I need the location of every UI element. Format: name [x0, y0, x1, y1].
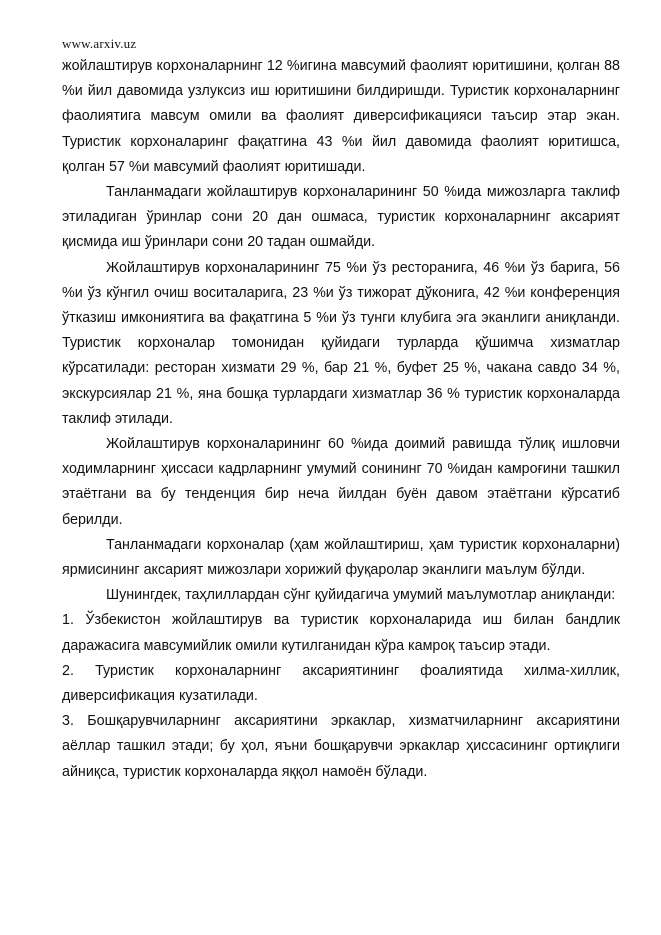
- list-text: Бошқарувчиларнинг аксариятини эркаклар, хизматчиларнинг аксариятини аёллар ташкил этади; бу ҳол, яъни бошқарувчи эркаклар ҳиссасининг ортиқлиги айниқса, туристик корхоналарда яққол намоён бўлади.: [62, 713, 620, 780]
- list-number: 2.: [62, 662, 74, 679]
- list-number: 3.: [62, 713, 74, 730]
- list-item: [62, 659, 620, 709]
- paragraph-capacity: Танланмадаги жойлаштирув корхоналарининг 50 %ида мижозларга таклиф этиладиган ўринлар сони 20 дан ошмаса, туристик корхоналарнинг аксарият қисмида иш ўринлари сони 20 тадан ошмайди.: [62, 184, 620, 251]
- list-item: [62, 608, 620, 658]
- list-item: [62, 709, 620, 785]
- paragraph-staff: Жойлаштирув корхоналарининг 60 %ида доимий равишда тўлиқ ишловчи ходимларнинг ҳиссаси кадрларнинг умумий сонининг 70 %идан камроғини ташкил этаётгани ва бу тенденция бир неча йилдан буён давом этаётгани кўрсатиб берилди.: [62, 436, 620, 528]
- paragraph-clients: Танланмадаги корхоналар (ҳам жойлаштириш, ҳам туристик корхоналарни) ярмисининг аксарият мижозлари хорижий фуқаролар эканлиги маълум бўлди.: [62, 536, 620, 579]
- paragraph-conclusions-intro: Шунингдек, таҳлиллардан сўнг қуйидагича умумий маълумотлар аниқланди:: [106, 587, 616, 604]
- list-text: Туристик корхоналарнинг аксариятининг фоалиятида хилма-хиллик, диверсификация кузатилади.: [62, 662, 620, 705]
- site-watermark: www.arxiv.uz: [62, 36, 137, 51]
- list-number: 1.: [62, 612, 74, 629]
- document-body: [62, 54, 620, 785]
- paragraph-continuation: жойлаштирув корхоналарнинг 12 %игина мавсумий фаолият юритишини, қолган 88 %и йил давомида узлуксиз иш юритишини билдиришди. Туристик корхоналарнинг фаолиятига мавсум омили ва фаолият диверсификацияси таъсир этар экан. Туристик корхоналаринг фақатгина 43 %и йил давомида фаолият юритишса, қолган 57 %и мавсумий фаолият юритишади.: [62, 58, 620, 175]
- paragraph-services: Жойлаштирув корхоналарининг 75 %и ўз ресторанига, 46 %и ўз барига, 56 %и ўз кўнгил очиш воситаларига, 23 %и ўз тижорат дўконига, 42 %и конференция ўтказиш имкониятига ва фақатгина 5 %и ўз тунги клубига эга эканлиги аниқланди. Туристик корхоналар томонидан қуйидаги турларда қўшимча хизматлар кўрсатилади: ресторан хизмати 29 %, бар 21 %, буфет 25 %, чакана савдо 34 %, экскурсиялар 21 %, яна бошқа турлардаги хизматлар 36 % туристик корхоналарда таклиф этилади.: [62, 259, 620, 427]
- list-text: Ўзбекистон жойлаштирув ва туристик корхоналарида иш билан бандлик даражасига мавсумийлик омили кутилганидан кўра камроқ таъсир этади.: [62, 612, 621, 654]
